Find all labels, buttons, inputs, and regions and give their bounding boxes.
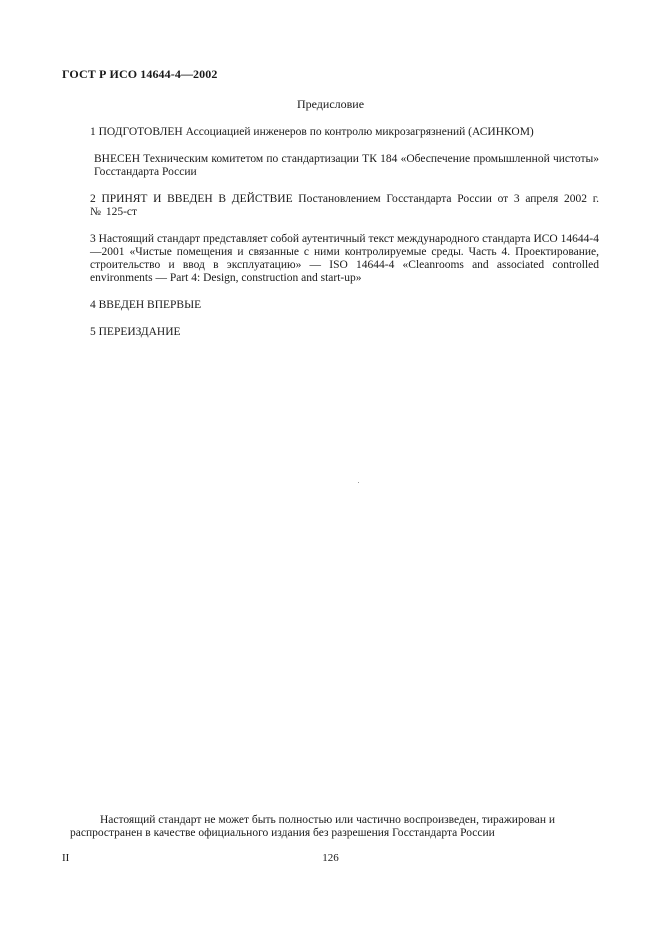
page-number: 126	[322, 852, 339, 864]
document-header: ГОСТ Р ИСО 14644-4—2002	[62, 67, 218, 81]
paragraph-text: ВНЕСЕН Техническим комитетом по стандартизации ТК 184 «Обеспечение промышленной чистоты» Госстандарта России	[94, 153, 599, 178]
copyright-note	[62, 814, 599, 840]
scan-speck	[358, 482, 359, 483]
paragraph-authentic-text	[62, 233, 599, 285]
paragraph-text: 1 ПОДГОТОВЛЕН Ассоциацией инженеров по контролю микрозагрязнений (АСИНКОМ)	[90, 126, 534, 138]
copyright-note-line: распространен в качестве официального издания без разрешения Госстандарта России	[70, 827, 495, 839]
paragraph-text: 5 ПЕРЕИЗДАНИЕ	[90, 326, 181, 338]
section-title: Предисловие	[296, 97, 365, 111]
paragraph-text: 2 ПРИНЯТ И ВВЕДЕН В ДЕЙСТВИЕ Постановлением Госстандарта России от 3 апреля 2002 г. № 125-ст	[90, 193, 599, 218]
page-roman-numeral: II	[62, 852, 70, 864]
paragraph-reissue	[62, 326, 599, 339]
paragraph-adopted	[62, 193, 599, 219]
paragraph-text: 3 Настоящий стандарт представляет собой аутентичный текст международного стандарта ИСО 14644-4—2001 «Чистые помещения и связанные с ними контролируемые среды. Часть 4. Проектирование, строительство и ввод в эксплуатацию» — ISO 14644-4 «Cleanrooms and associated controlled environments — Part 4: Design, construction and start-up»	[90, 233, 599, 284]
paragraph-prepared-by	[62, 126, 599, 139]
paragraph-introduced-first	[62, 299, 599, 312]
paragraph-submitted-by	[62, 153, 599, 179]
copyright-note-line: Настоящий стандарт не может быть полностью или частично воспроизведен, тиражирован и	[100, 814, 556, 826]
paragraph-text: 4 ВВЕДЕН ВПЕРВЫЕ	[90, 299, 202, 311]
